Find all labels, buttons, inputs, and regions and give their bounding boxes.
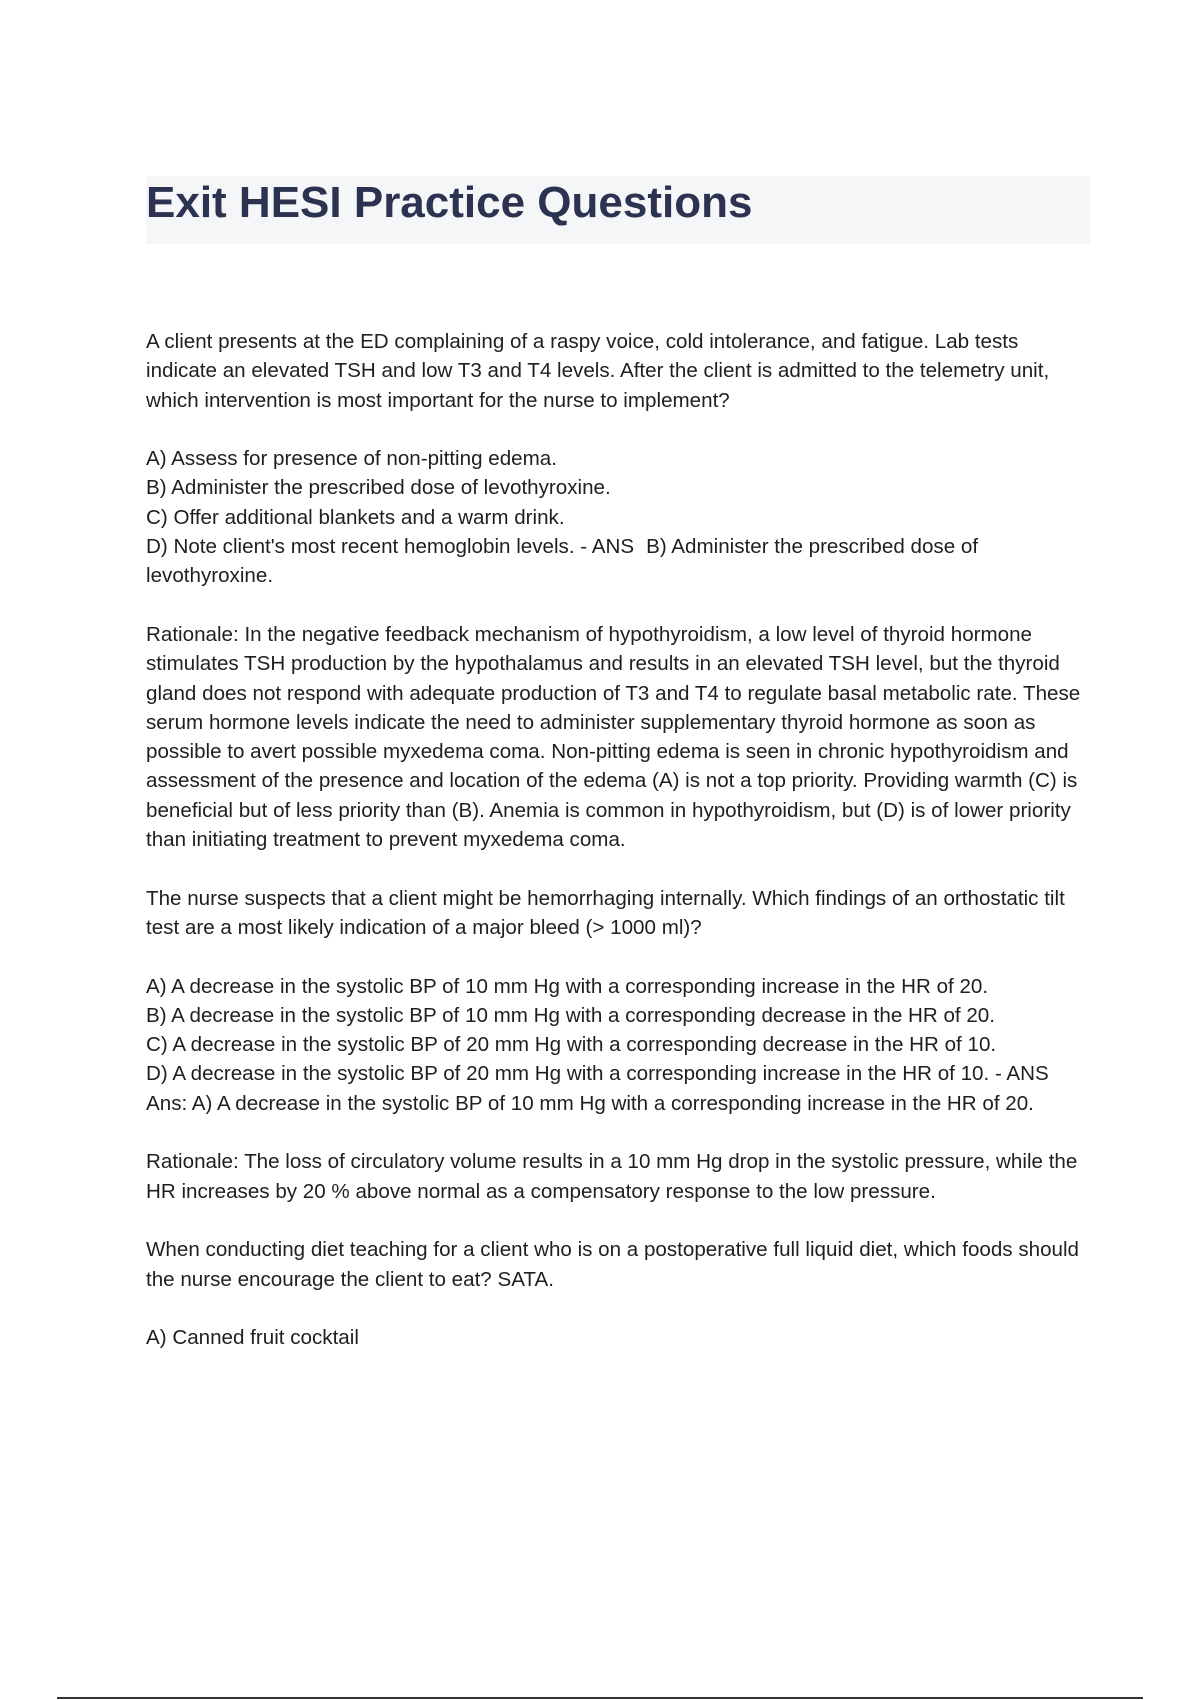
question-2-options (146, 972, 1090, 1118)
question-3-option-a: A) Canned fruit cocktail (146, 1326, 359, 1350)
document-body (146, 327, 1090, 1352)
question-1-answer: B) Administer the prescribed dose of levothyroxine. (146, 535, 979, 588)
question-2-option-c: C) A decrease in the systolic BP of 20 mm Hg with a corresponding decrease in the HR of 10. (146, 1033, 997, 1057)
question-1-option-b: B) Administer the prescribed dose of levothyroxine. (146, 476, 611, 500)
question-2-stem: The nurse suspects that a client might be hemorrhaging internally. Which findings of an orthostatic tilt test are a most likely indication of a major bleed (> 1000 ml)? (146, 886, 1065, 939)
question-2-option-a: A) A decrease in the systolic BP of 10 mm Hg with a corresponding increase in the HR of 20. (146, 974, 989, 998)
question-2-option-d-with-answer (146, 1059, 1090, 1118)
question-1-option-d: D) Note client's most recent hemoglobin levels. - ANS (146, 535, 635, 559)
question-3-options (146, 1323, 1090, 1352)
question-2-option-b: B) A decrease in the systolic BP of 10 mm Hg with a corresponding decrease in the HR of 20. (146, 1003, 995, 1027)
question-1-option-a: A) Assess for presence of non-pitting edema. (146, 447, 557, 471)
question-1-options (146, 444, 1090, 590)
page-bottom-rule (57, 1697, 1143, 1699)
question-2-rationale: Rationale: The loss of circulatory volume results in a 10 mm Hg drop in the systolic pressure, while the HR increases by 20 % above normal as a compensatory response to the low pressure. (146, 1150, 1078, 1203)
question-3-stem: When conducting diet teaching for a client who is on a postoperative full liquid diet, which foods should the nurse encourage the client to eat? SATA. (146, 1238, 1080, 1291)
question-2-option-d: D) A decrease in the systolic BP of 20 mm Hg with a corresponding increase in the HR of 10. - ANS (146, 1062, 1049, 1086)
question-1-option-c: C) Offer additional blankets and a warm drink. (146, 505, 565, 529)
question-1-option-d-with-answer (146, 532, 1090, 591)
question-2-answer: Ans: A) A decrease in the systolic BP of 10 mm Hg with a corresponding increase in the HR of 20. (146, 1091, 1034, 1115)
question-1-rationale: Rationale: In the negative feedback mechanism of hypothyroidism, a low level of thyroid hormone stimulates TSH production by the hypothalamus and results in an elevated TSH level, but the thyroid gland does not respond with adequate production of T3 and T4 to regulate basal metabolic rate. These serum hormone levels indicate the need to administer supplementary thyroid hormone as soon as possible to avert possible myxedema coma. Non-pitting edema is seen in chronic hypothyroidism and assessment of the presence and location of the edema (A) is not a top priority. Providing warmth (C) is beneficial but of less priority than (B). Anemia is common in hypothyroidism, but (D) is of lower priority than initiating treatment to prevent myxedema coma. (146, 622, 1081, 852)
question-1-stem: A client presents at the ED complaining of a raspy voice, cold intolerance, and fatigue. Lab tests indicate an elevated TSH and low T3 and T4 levels. After the client is admitted to the telemetry unit, which intervention is most important for the nurse to implement? (146, 330, 1050, 412)
page-title: Exit HESI Practice Questions (146, 178, 753, 227)
